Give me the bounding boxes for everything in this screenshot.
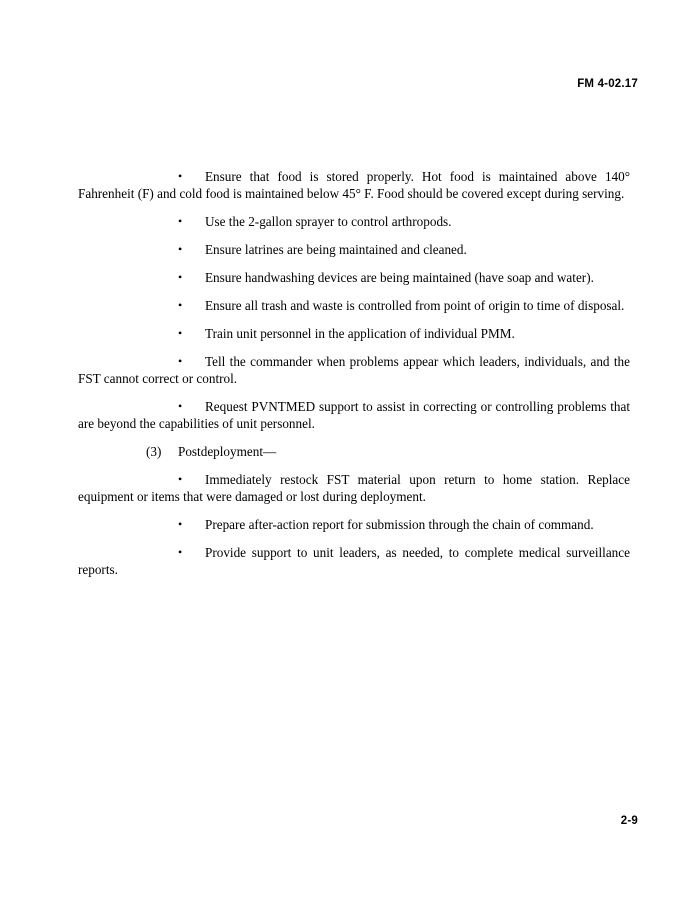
bullet-marker: • [178, 517, 183, 531]
list-item-text: Immediately restock FST material upon return to home station. Replace equipment or items that were damaged or lost during deployment. [78, 472, 630, 504]
numbered-marker: (3) [146, 444, 162, 459]
list-item-text: Provide support to unit leaders, as needed, to complete medical surveillance reports. [78, 545, 630, 577]
list-item [78, 544, 630, 578]
list-item [78, 269, 630, 286]
numbered-heading [78, 443, 630, 460]
page-number: 2-9 [620, 815, 638, 827]
list-item-text: Prepare after-action report for submission through the chain of command. [205, 517, 594, 532]
bullet-marker: • [178, 545, 183, 559]
bullet-marker: • [178, 242, 183, 256]
list-item-text: Ensure latrines are being maintained and cleaned. [205, 242, 467, 257]
list-item-text: Ensure that food is stored properly. Hot food is maintained above 140° Fahrenheit (F) and cold food is maintained below 45° F. Food should be covered except during serving. [78, 169, 630, 201]
list-item-text: Train unit personnel in the application of individual PMM. [205, 326, 515, 341]
bullet-marker: • [178, 270, 183, 284]
document-header-reference: FM 4-02.17 [577, 78, 638, 90]
list-item [78, 213, 630, 230]
list-item-text: Tell the commander when problems appear which leaders, individuals, and the FST cannot correct or control. [78, 354, 630, 386]
bullet-marker: • [178, 326, 183, 340]
list-item [78, 325, 630, 342]
list-item [78, 398, 630, 432]
list-item-text: Ensure handwashing devices are being maintained (have soap and water). [205, 270, 594, 285]
list-item [78, 516, 630, 533]
list-item [78, 168, 630, 202]
list-item [78, 297, 630, 314]
bullet-marker: • [178, 169, 183, 183]
document-body [78, 168, 630, 589]
bullet-marker: • [178, 298, 183, 312]
bullet-marker: • [178, 214, 183, 228]
list-item-text: Ensure all trash and waste is controlled from point of origin to time of disposal. [205, 298, 625, 313]
list-item [78, 471, 630, 505]
list-item-text: Request PVNTMED support to assist in correcting or controlling problems that are beyond the capabilities of unit personnel. [78, 399, 630, 431]
bullet-marker: • [178, 472, 183, 486]
list-item [78, 241, 630, 258]
list-item [78, 353, 630, 387]
bullet-marker: • [178, 399, 183, 413]
bullet-marker: • [178, 354, 183, 368]
numbered-heading-text: Postdeployment— [178, 444, 277, 459]
list-item-text: Use the 2-gallon sprayer to control arthropods. [205, 214, 452, 229]
